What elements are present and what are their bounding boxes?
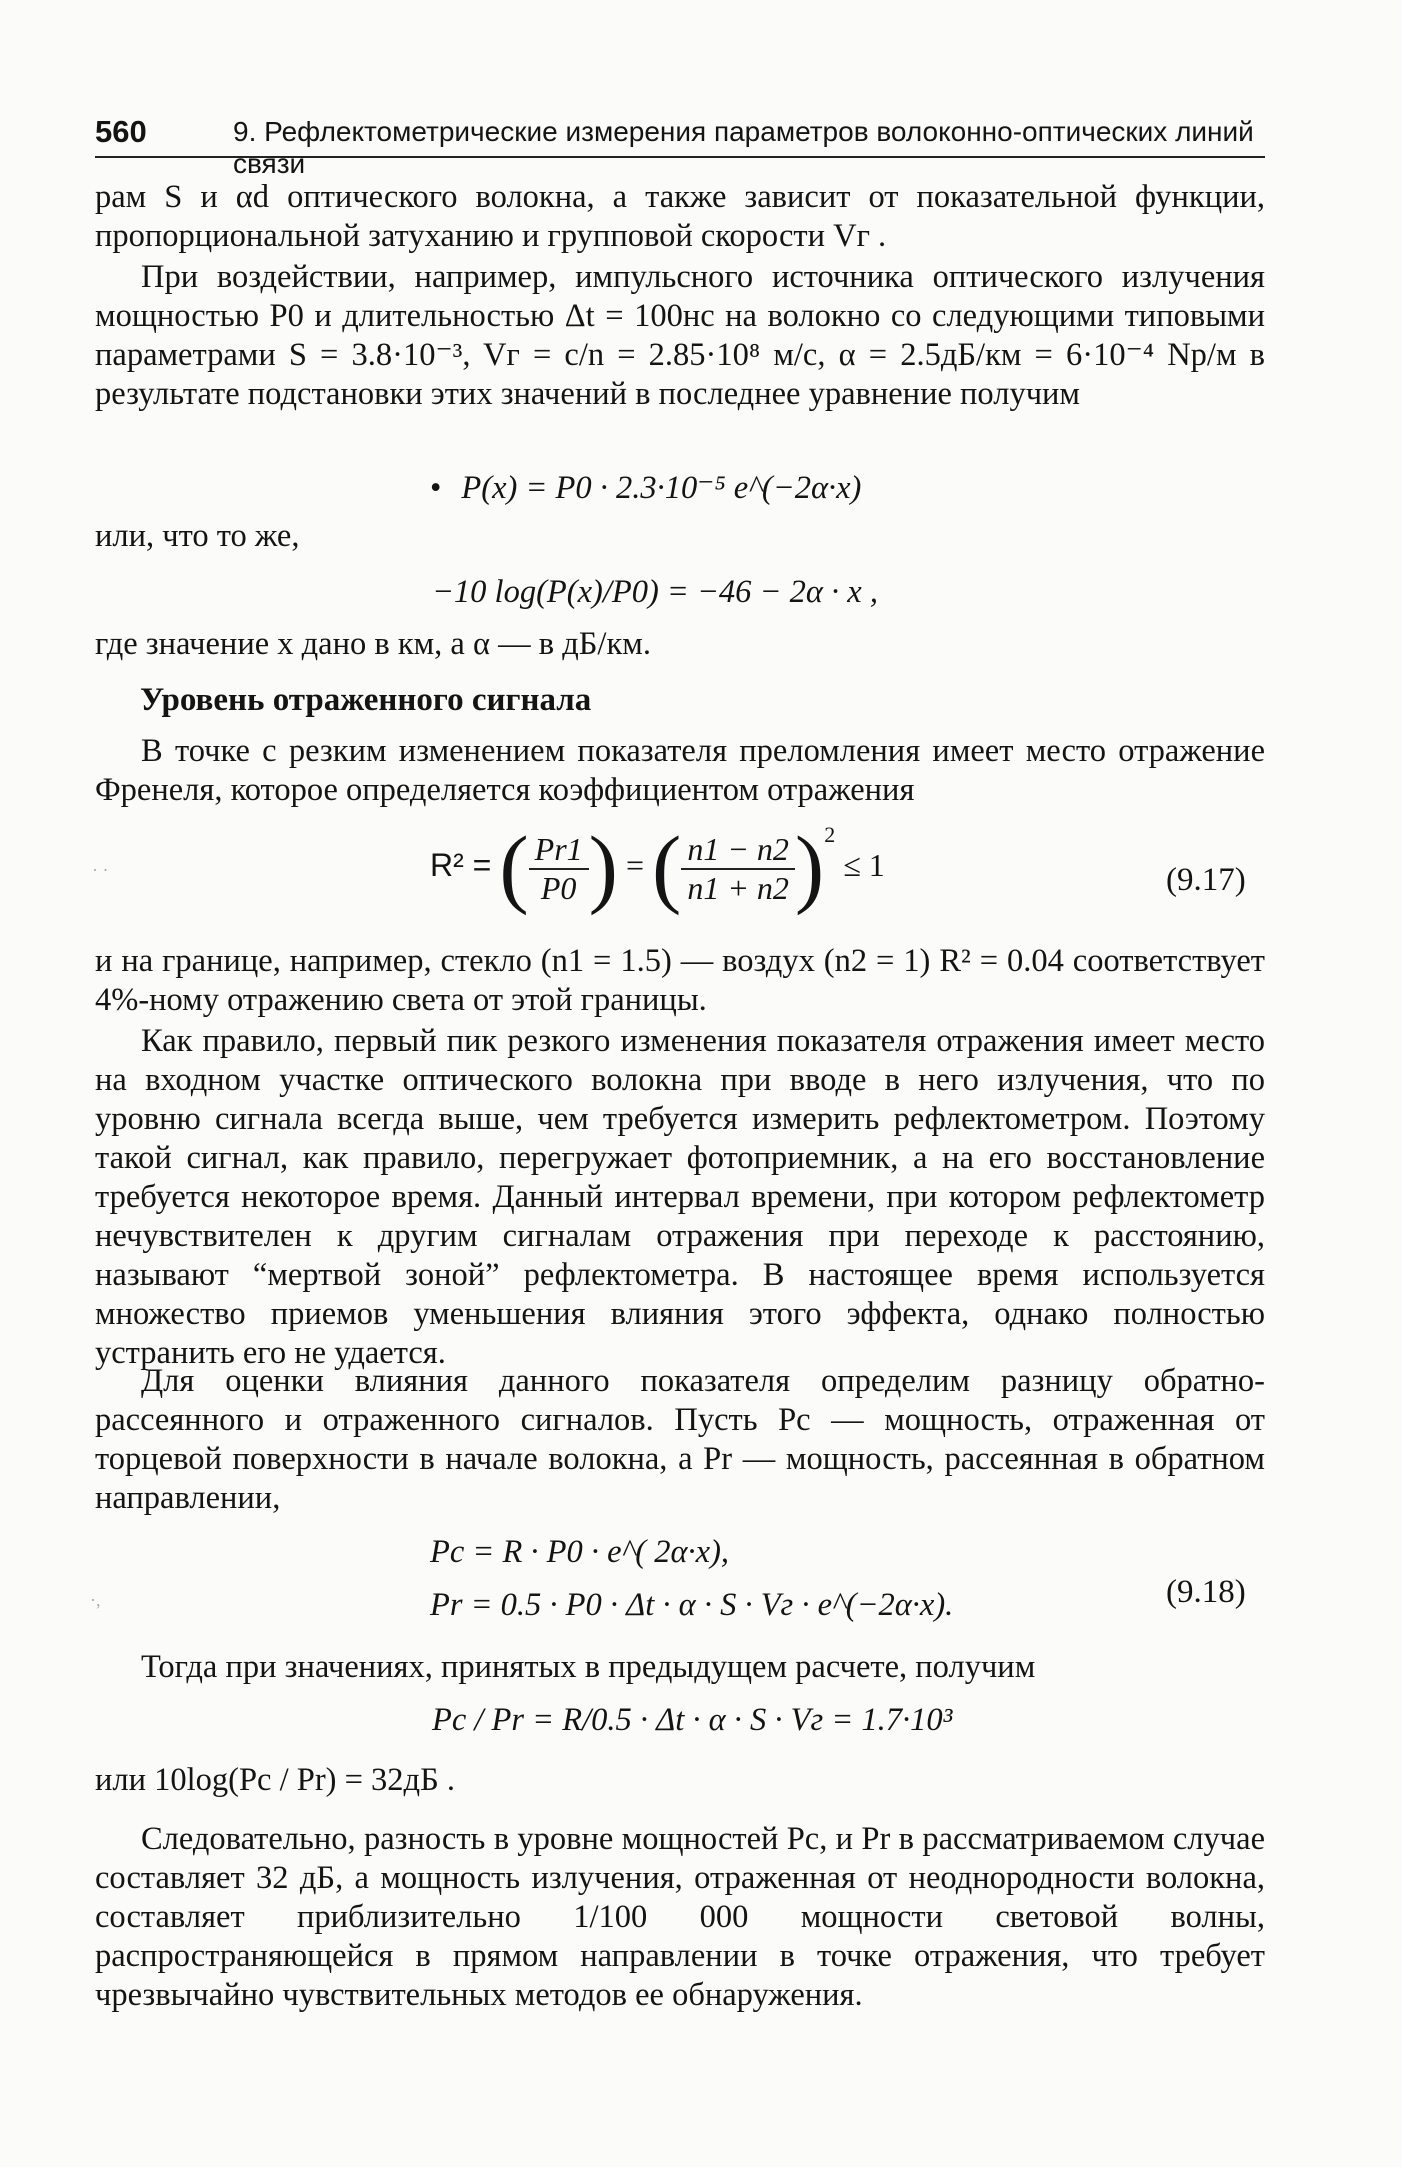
paragraph-8: Следовательно, разность в уровне мощностей Pc, и Pr в рассматриваемом случае составляет 32 дБ, а мощность излучения, отраженная от неоднородности волокна, составляет приблизительно 1/100 000 мощности световой волны, распространяющейся в прямом направлении в точке отражения, что требует чрезвычайно чувствительных методов ее обнаружения. <box>95 1821 1265 2013</box>
scan-speck: ·, <box>90 1590 101 1610</box>
paragraph-6: Для оценки влияния данного показателя определим разницу обратно-рассеянного и отраженного сигналов. Пусть Pc — мощность, отраженная от торцевой поверхности в начале волокна, а Pr — мощность, рассеянная в обратном направлении, <box>95 1363 1265 1516</box>
equation-bullet: • <box>430 470 442 506</box>
running-title: 9. Рефлектометрические измерения параметров волоконно-оптических линий связи <box>233 116 1254 179</box>
equation-px <box>430 468 861 507</box>
page-header <box>95 112 1265 179</box>
eq917-equals: = <box>625 847 645 883</box>
equation-number-9-18: (9.18) <box>1166 1574 1246 1610</box>
equation-number-9-17: (9.17) <box>1166 862 1246 898</box>
equation-log-ratio: или 10log(Pc / Pr) = 32дБ . <box>95 1762 456 1798</box>
eq918-line-1: Pc = R · P0 · e^( 2α·x), <box>430 1534 730 1570</box>
eq917-rparen-2: ) <box>794 819 825 917</box>
or-text: или, что то же, <box>95 518 300 554</box>
eq917-square: 2 <box>824 822 836 847</box>
eq917-rhs: ≤ 1 <box>843 847 885 883</box>
eq917-lhs: R² = <box>430 847 492 883</box>
paragraph-4: и на границе, например, стекло (n1 = 1.5) — воздух (n2 = 1) R² = 0.04 соответствует 4%-ному отражению света от этой границы. <box>95 943 1265 1018</box>
paragraph-7: Тогда при значениях, принятых в предыдущем расчете, получим <box>141 1649 1036 1685</box>
page-number: 560 <box>95 114 147 149</box>
equation-9-17 <box>430 819 885 942</box>
paragraph-5: Как правило, первый пик резкого изменения показателя отражения имеет место на входном участке оптического волокна при вводе в него излучения, что по уровню сигнала всегда выше, чем требуется измерить рефлектометром. Поэтому такой сигнал, как правило, перегружает фотоприемник, а на его восстановление требуется некоторое время. Данный интервал времени, при котором рефлектометр нечувствителен к другим сигналам отражения при переходе к расстоянию, называют “мертвой зоной” рефлектометра. В настоящее время используется множество приемов уменьшения влияния этого эффекта, однако полностью устранить его не удается. <box>95 1023 1265 1371</box>
equation-log: −10 log(P(x)/P0) = −46 − 2α · x , <box>432 574 878 610</box>
equation-px-text: P(x) = P0 · 2.3·10⁻⁵ e^(−2α·x) <box>461 470 862 506</box>
where-text: где значение x дано в км, а α — в дБ/км. <box>95 626 651 662</box>
paragraph-3: В точке с резким изменением показателя преломления имеет место отражение Френеля, которое определяется коэффициентом отражения <box>95 733 1265 808</box>
eq917-frac2-num: n1 − n2 <box>681 831 795 870</box>
eq917-fraction-2 <box>681 831 795 907</box>
equation-ratio: Pc / Pr = R/0.5 · Δt · α · S · Vг = 1.7·10³ <box>432 1702 953 1738</box>
paragraph-1: рам S и αd оптического волокна, а также зависит от показательной функции, пропорциональной затуханию и групповой скорости Vг . <box>95 179 1265 254</box>
eq917-frac1-den: P0 <box>540 869 577 906</box>
eq918-line-2: Pr = 0.5 · P0 · Δt · α · S · Vг · e^(−2α·x). <box>430 1587 954 1623</box>
eq917-fraction-1 <box>529 831 589 907</box>
equation-9-18 <box>430 1534 953 1624</box>
scan-speck: · · <box>92 860 109 880</box>
paragraph-2: При воздействии, например, импульсного источника оптического излучения мощностью P0 и длительностью Δt = 100нс на волокно со следующими типовыми параметрами S = 3.8·10⁻³, Vг = c/n = 2.85·10⁸ м/с, α = 2.5дБ/км = 6·10⁻⁴ Np/м в результате подстановки этих значений в последнее уравнение получим <box>95 259 1265 412</box>
section-heading: Уровень отраженного сигнала <box>140 682 592 718</box>
eq917-rparen-1: ) <box>588 819 618 917</box>
eq917-lparen-1: ( <box>499 819 529 917</box>
eq917-lparen-2: ( <box>652 819 682 917</box>
eq917-frac2-den: n1 + n2 <box>687 869 789 906</box>
eq917-frac1-num: Pr1 <box>529 831 589 870</box>
